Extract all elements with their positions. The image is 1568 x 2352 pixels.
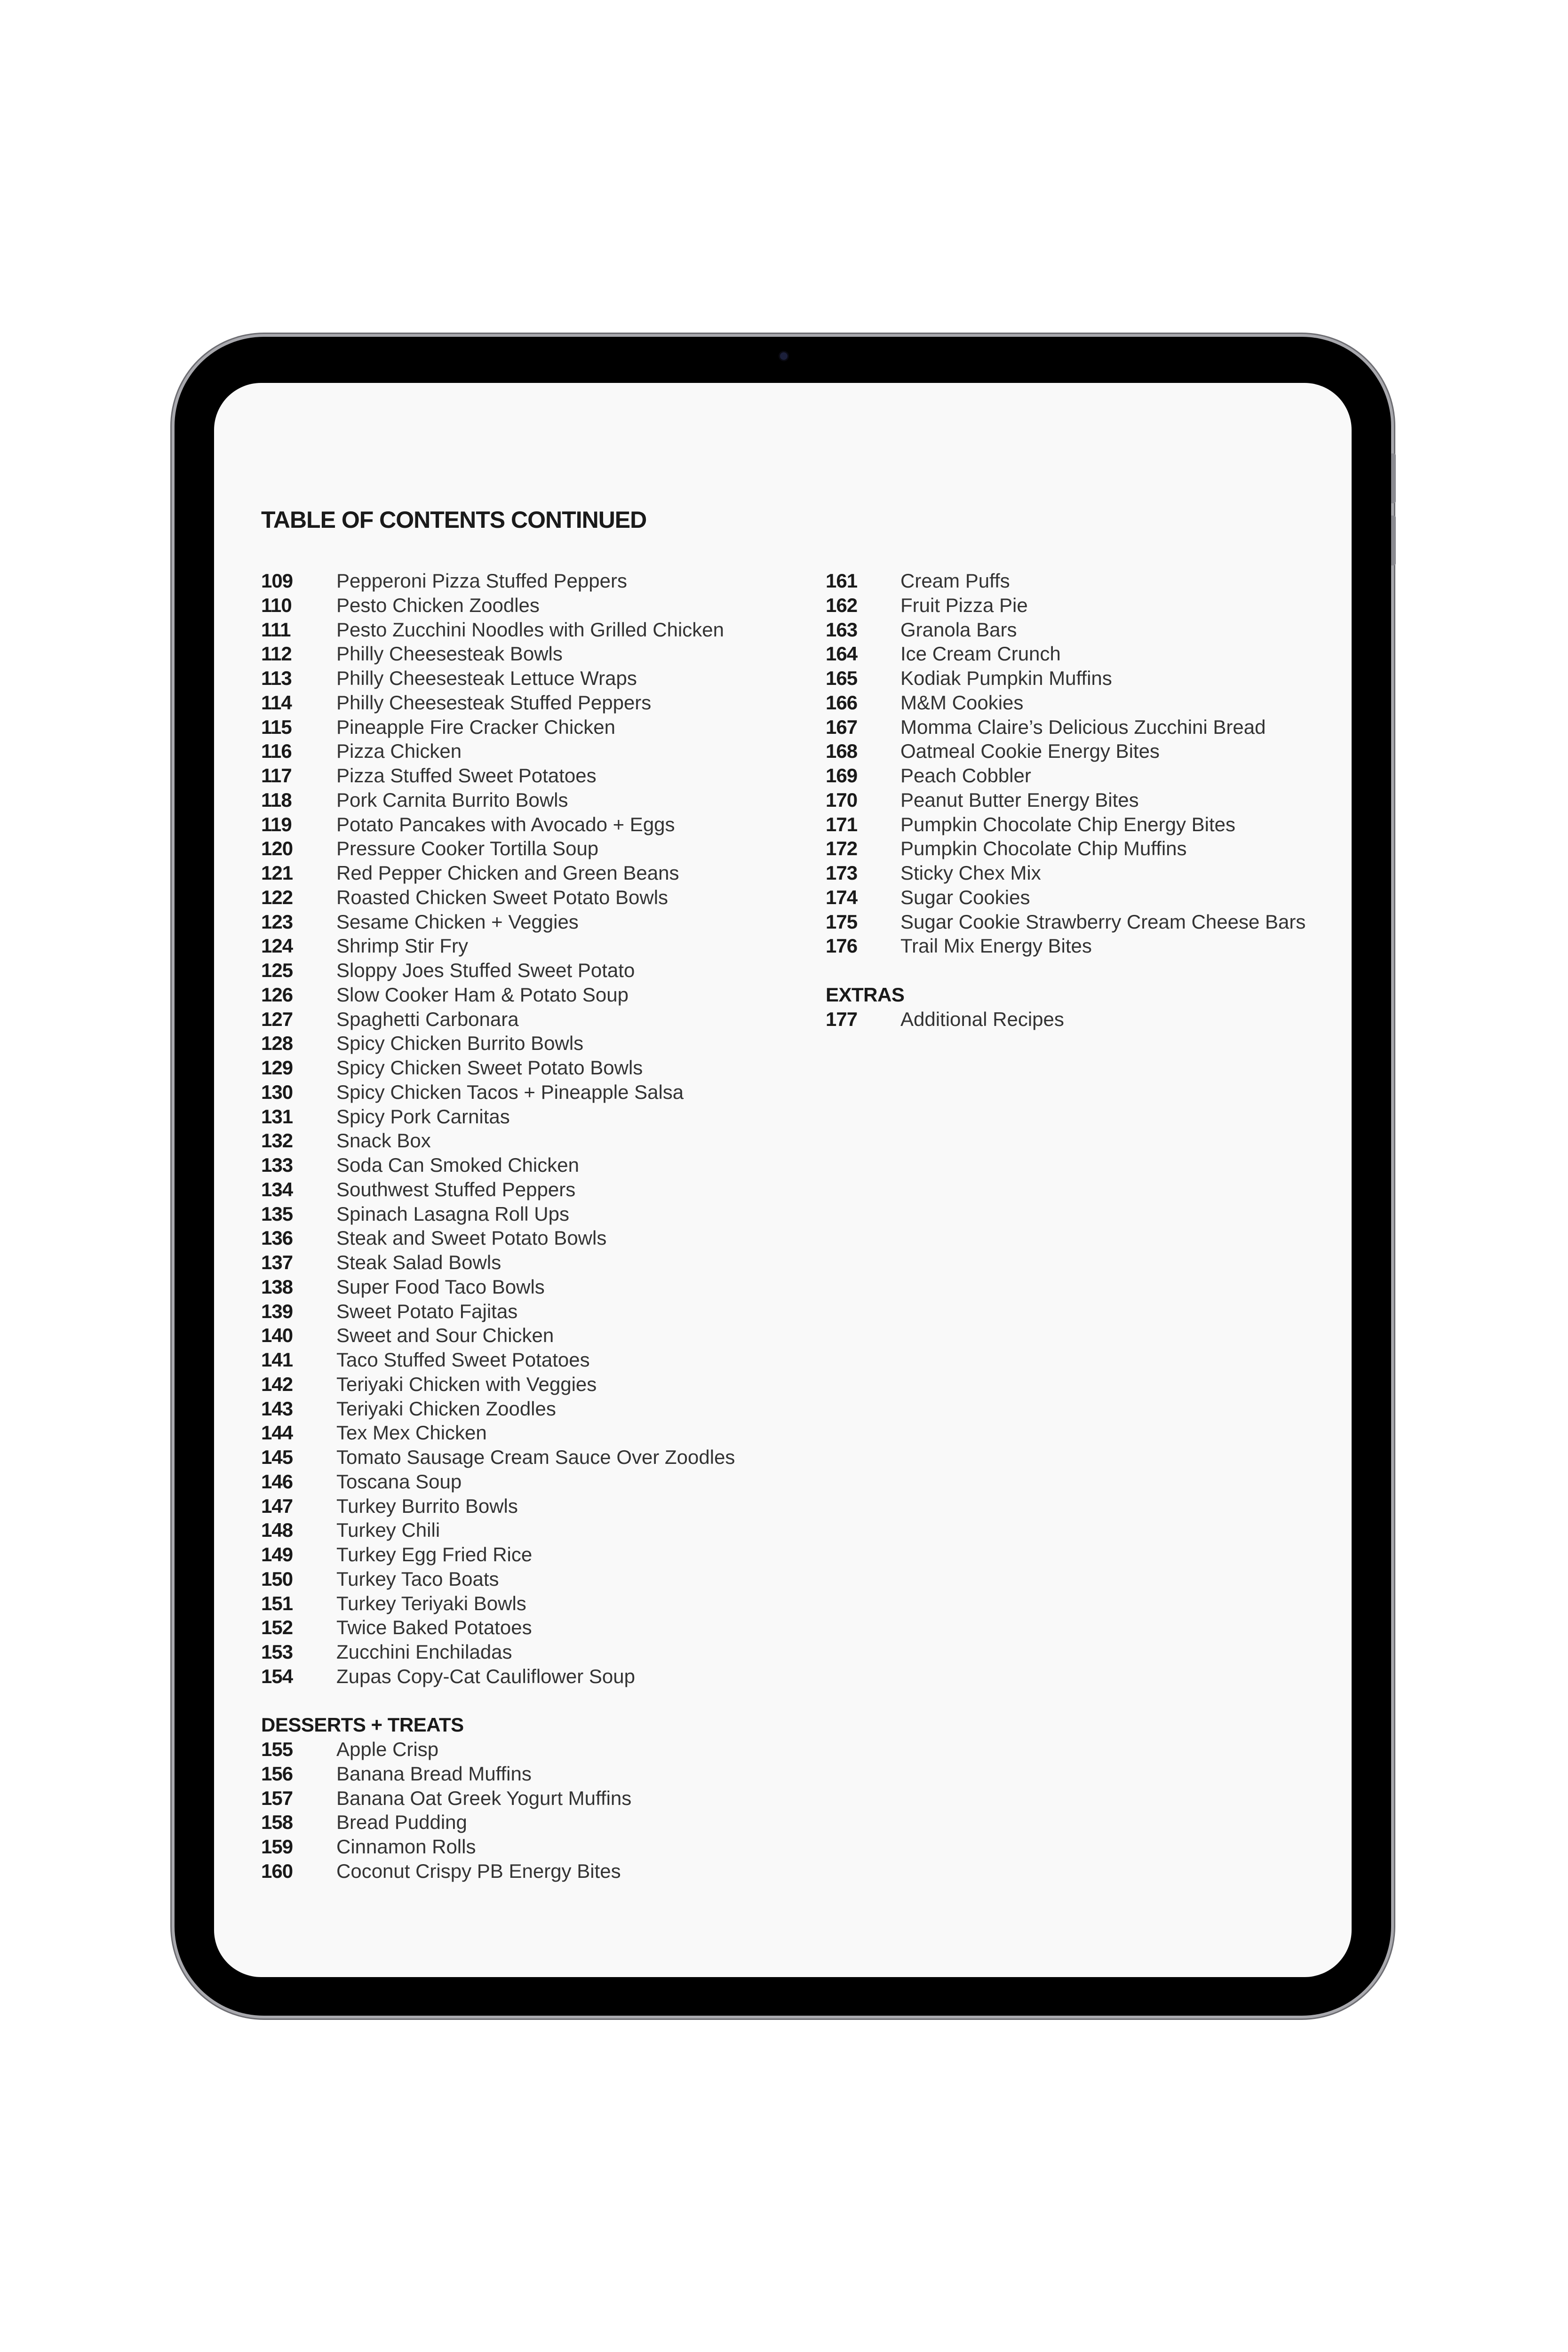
toc-page-number: 119 xyxy=(261,813,292,835)
toc-entry-label: Turkey Taco Boats xyxy=(336,1567,499,1590)
toc-page-number: 116 xyxy=(261,740,292,763)
section-spacer xyxy=(826,958,904,983)
toc-entry[interactable] xyxy=(261,1859,621,1883)
toc-entry[interactable] xyxy=(826,910,1306,934)
toc-entry-label: Potato Pancakes with Avocado + Eggs xyxy=(336,813,675,835)
front-camera-icon xyxy=(780,352,788,360)
toc-entry-label: Pineapple Fire Cracker Chicken xyxy=(336,715,615,738)
toc-entry-label: Turkey Egg Fried Rice xyxy=(336,1543,533,1565)
toc-entry[interactable] xyxy=(261,1372,597,1397)
section-spacer xyxy=(261,1689,464,1713)
toc-entry-label: M&M Cookies xyxy=(900,691,1024,714)
toc-entry-label: Roasted Chicken Sweet Potato Bowls xyxy=(336,886,669,908)
toc-page-number: 130 xyxy=(261,1081,293,1103)
toc-page-number: 158 xyxy=(261,1811,293,1834)
toc-entry[interactable] xyxy=(261,1080,684,1104)
toc-entry-label: Pumpkin Chocolate Chip Muffins xyxy=(900,837,1187,860)
toc-entry[interactable] xyxy=(261,1275,545,1299)
toc-entry-label: Turkey Teriyaki Bowls xyxy=(336,1592,526,1614)
toc-page-number: 175 xyxy=(826,910,858,933)
toc-entry-label: Turkey Burrito Bowls xyxy=(336,1494,518,1517)
toc-entry[interactable] xyxy=(261,1104,510,1129)
toc-page-number: 121 xyxy=(261,862,293,884)
toc-page-number: 136 xyxy=(261,1227,293,1249)
toc-entry[interactable] xyxy=(261,1494,518,1518)
toc-entry-label: Toscana Soup xyxy=(336,1470,462,1493)
toc-entry-label: Pizza Chicken xyxy=(336,740,462,763)
toc-entry[interactable] xyxy=(261,1153,579,1177)
toc-page-number: 114 xyxy=(261,691,292,714)
toc-entry-label: Pesto Zucchini Noodles with Grilled Chicken xyxy=(336,618,724,641)
toc-entry-label: Philly Cheesesteak Lettuce Wraps xyxy=(336,667,637,689)
screen xyxy=(214,383,1352,1977)
toc-page-number: 152 xyxy=(261,1616,293,1639)
toc-entry[interactable] xyxy=(826,618,1017,642)
toc-entry[interactable] xyxy=(261,1835,476,1859)
toc-entry-label: Apple Crisp xyxy=(336,1738,439,1760)
toc-entry-label: Banana Bread Muffins xyxy=(336,1762,532,1785)
toc-entry-label: Cream Puffs xyxy=(900,570,1010,592)
toc-entry-label: Oatmeal Cookie Energy Bites xyxy=(900,740,1160,763)
section-heading: DESSERTS + TREATS xyxy=(261,1714,464,1736)
toc-page-number: 147 xyxy=(261,1494,293,1517)
toc-entry[interactable] xyxy=(261,1542,533,1567)
toc-page-number: 159 xyxy=(261,1836,293,1858)
toc-entry[interactable] xyxy=(261,666,637,691)
toc-entry-label: Sesame Chicken + Veggies xyxy=(336,910,579,933)
toc-column-left xyxy=(261,569,735,1883)
toc-entry[interactable] xyxy=(826,593,1028,618)
toc-page-number: 154 xyxy=(261,1665,293,1687)
toc-page-number: 132 xyxy=(261,1129,293,1152)
toc-page-number: 138 xyxy=(261,1275,293,1298)
toc-entry[interactable] xyxy=(261,1470,464,1494)
toc-entry-label: Sloppy Joes Stuffed Sweet Potato xyxy=(336,959,635,981)
toc-entry-label: Additional Recipes xyxy=(900,1008,1064,1030)
toc-page-number: 170 xyxy=(826,788,858,811)
toc-entry[interactable] xyxy=(261,569,627,593)
toc-entry[interactable] xyxy=(261,691,652,715)
toc-entry[interactable] xyxy=(261,739,464,763)
toc-entry-label: Spicy Chicken Sweet Potato Bowls xyxy=(336,1057,643,1079)
toc-page-number: 173 xyxy=(826,862,858,884)
toc-entry-label: Philly Cheesesteak Stuffed Peppers xyxy=(336,691,652,714)
toc-entry[interactable] xyxy=(826,666,1112,691)
toc-entry-label: Red Pepper Chicken and Green Beans xyxy=(336,862,679,884)
toc-page-number: 153 xyxy=(261,1641,293,1663)
toc-page-number: 123 xyxy=(261,910,293,933)
toc-page-number: 172 xyxy=(826,837,858,860)
toc-entry-label: Trail Mix Energy Bites xyxy=(900,935,1092,957)
toc-entry[interactable] xyxy=(261,934,469,958)
toc-entry[interactable] xyxy=(261,958,635,983)
toc-entry-label: Coconut Crispy PB Energy Bites xyxy=(336,1859,621,1882)
toc-entry[interactable] xyxy=(261,1031,584,1056)
toc-entry-label: Spicy Pork Carnitas xyxy=(336,1105,510,1128)
toc-entry-label: Cinnamon Rolls xyxy=(336,1836,476,1858)
toc-page-number: 167 xyxy=(826,715,858,738)
toc-page-number: 131 xyxy=(261,1105,293,1128)
toc-page-number: 162 xyxy=(826,594,858,616)
toc-entry[interactable] xyxy=(826,569,1010,593)
toc-entry[interactable] xyxy=(261,1397,556,1421)
toc-entry-label: Spicy Chicken Tacos + Pineapple Salsa xyxy=(336,1081,684,1103)
toc-page-number: 166 xyxy=(826,691,858,714)
toc-entry-label: Soda Can Smoked Chicken xyxy=(336,1154,579,1176)
toc-entry[interactable] xyxy=(261,763,597,788)
toc-entry[interactable] xyxy=(261,1762,532,1786)
volume-up-button xyxy=(1391,453,1396,503)
toc-entry-label: Momma Claire’s Delicious Zucchini Bread xyxy=(900,715,1266,738)
toc-page-number: 142 xyxy=(261,1373,293,1395)
toc-entry[interactable] xyxy=(261,715,615,739)
toc-entry-label: Teriyaki Chicken Zoodles xyxy=(336,1397,556,1420)
toc-entry-label: Kodiak Pumpkin Muffins xyxy=(900,667,1112,689)
toc-entry-label: Super Food Taco Bowls xyxy=(336,1275,545,1298)
tablet-device xyxy=(175,337,1391,2016)
toc-page-number: 164 xyxy=(826,643,858,665)
toc-page-number: 118 xyxy=(261,788,292,811)
toc-page-number: 117 xyxy=(261,764,292,787)
toc-entry-label: Ice Cream Crunch xyxy=(900,643,1061,665)
volume-down-button xyxy=(1391,516,1396,565)
toc-page-number: 128 xyxy=(261,1032,293,1055)
section-heading: EXTRAS xyxy=(826,983,905,1006)
toc-entry-label: Taco Stuffed Sweet Potatoes xyxy=(336,1349,590,1371)
toc-entry-label: Shrimp Stir Fry xyxy=(336,935,469,957)
toc-page-number: 169 xyxy=(826,764,858,787)
toc-page-number: 165 xyxy=(826,667,858,689)
toc-page-number: 110 xyxy=(261,594,292,616)
toc-entry[interactable] xyxy=(261,1202,569,1226)
toc-page-number: 127 xyxy=(261,1008,293,1030)
toc-page-number: 149 xyxy=(261,1543,293,1565)
toc-entry[interactable] xyxy=(826,788,1139,812)
toc-page-number: 111 xyxy=(261,618,291,641)
toc-entry[interactable] xyxy=(261,1250,501,1275)
toc-entry[interactable] xyxy=(826,885,1030,910)
toc-entry-label: Zucchini Enchiladas xyxy=(336,1641,512,1663)
toc-entry-label: Peanut Butter Energy Bites xyxy=(900,788,1139,811)
toc-entry[interactable] xyxy=(826,763,1031,788)
toc-entry[interactable] xyxy=(261,618,724,642)
toc-entry-label: Fruit Pizza Pie xyxy=(900,594,1028,616)
toc-entry[interactable] xyxy=(261,861,679,885)
toc-page-number: 144 xyxy=(261,1422,293,1444)
toc-entry[interactable] xyxy=(261,1518,464,1542)
toc-entry[interactable] xyxy=(261,1810,467,1835)
toc-page-number: 156 xyxy=(261,1762,293,1785)
toc-entry-label: Tomato Sausage Cream Sauce Over Zoodles xyxy=(336,1446,735,1468)
toc-entry[interactable] xyxy=(261,1226,607,1250)
toc-entry-label: Banana Oat Greek Yogurt Muffins xyxy=(336,1787,632,1809)
toc-entry[interactable] xyxy=(826,836,1187,861)
toc-entry-label: Philly Cheesesteak Bowls xyxy=(336,643,563,665)
toc-entry[interactable] xyxy=(261,1615,532,1640)
toc-page-number: 176 xyxy=(826,935,858,957)
toc-page-number: 113 xyxy=(261,667,292,689)
toc-page-number: 148 xyxy=(261,1519,293,1542)
toc-entry[interactable] xyxy=(261,1177,576,1202)
toc-page-number: 112 xyxy=(261,643,292,665)
toc-page-number: 150 xyxy=(261,1567,293,1590)
toc-page-number: 139 xyxy=(261,1300,293,1322)
toc-entry-label: Sugar Cookie Strawberry Cream Cheese Bars xyxy=(900,910,1306,933)
toc-entry[interactable] xyxy=(826,691,1024,715)
toc-page-number: 145 xyxy=(261,1446,293,1468)
toc-entry[interactable] xyxy=(261,1737,464,1762)
toc-entry[interactable] xyxy=(261,1128,464,1153)
toc-entry-label: Teriyaki Chicken with Veggies xyxy=(336,1373,597,1395)
toc-page-number: 125 xyxy=(261,959,293,981)
toc-page-number: 122 xyxy=(261,886,293,908)
toc-entry[interactable] xyxy=(261,983,629,1007)
toc-page-number: 133 xyxy=(261,1154,293,1176)
toc-page-number: 177 xyxy=(826,1008,858,1030)
toc-page-number: 140 xyxy=(261,1324,293,1347)
toc-page-number: 157 xyxy=(261,1787,293,1809)
toc-entry[interactable] xyxy=(261,1640,512,1664)
toc-page-number: 174 xyxy=(826,886,858,908)
toc-entry[interactable] xyxy=(261,1591,526,1616)
toc-entry[interactable] xyxy=(261,910,579,934)
toc-entry-label: Sugar Cookies xyxy=(900,886,1030,908)
toc-entry-label: Zupas Copy-Cat Cauliflower Soup xyxy=(336,1665,635,1687)
toc-entry-label: Twice Baked Potatoes xyxy=(336,1616,532,1639)
toc-entry-label: Sticky Chex Mix xyxy=(900,862,1041,884)
toc-entry-label: Sweet Potato Fajitas xyxy=(336,1300,518,1322)
toc-page-number: 171 xyxy=(826,813,858,835)
toc-entry-label: Pumpkin Chocolate Chip Energy Bites xyxy=(900,813,1236,835)
toc-entry-label: Snack Box xyxy=(336,1129,431,1152)
toc-entry[interactable] xyxy=(261,812,675,837)
toc-entry-label: Slow Cooker Ham & Potato Soup xyxy=(336,983,629,1006)
toc-entry[interactable] xyxy=(261,642,563,666)
toc-entry-label: Pepperoni Pizza Stuffed Peppers xyxy=(336,570,627,592)
toc-page-number: 168 xyxy=(826,740,858,763)
toc-column-right xyxy=(826,569,1306,1031)
toc-entry[interactable] xyxy=(261,1786,632,1811)
toc-entry[interactable] xyxy=(261,1421,487,1445)
toc-page-number: 120 xyxy=(261,837,293,860)
toc-entry-label: Pork Carnita Burrito Bowls xyxy=(336,788,568,811)
toc-entry[interactable] xyxy=(826,739,1160,763)
toc-entry[interactable] xyxy=(826,861,1041,885)
toc-page-number: 141 xyxy=(261,1349,293,1371)
toc-entry[interactable] xyxy=(261,885,669,910)
toc-entry-label: Tex Mex Chicken xyxy=(336,1422,487,1444)
toc-entry[interactable] xyxy=(261,1445,735,1470)
toc-page-number: 163 xyxy=(826,618,858,641)
toc-entry-label: Steak Salad Bowls xyxy=(336,1251,501,1273)
toc-page-number: 109 xyxy=(261,570,293,592)
toc-entry[interactable] xyxy=(826,642,1061,666)
toc-entry-label: Spaghetti Carbonara xyxy=(336,1008,519,1030)
toc-entry-label: Bread Pudding xyxy=(336,1811,467,1834)
toc-entry-label: Granola Bars xyxy=(900,618,1017,641)
toc-entry[interactable] xyxy=(261,1007,519,1032)
toc-page-number: 151 xyxy=(261,1592,293,1614)
toc-entry-label: Peach Cobbler xyxy=(900,764,1031,787)
toc-page-number: 124 xyxy=(261,935,293,957)
toc-entry[interactable] xyxy=(261,788,568,812)
toc-entry[interactable] xyxy=(826,715,1266,739)
toc-entry-label: Steak and Sweet Potato Bowls xyxy=(336,1227,607,1249)
toc-entry[interactable] xyxy=(826,812,1236,837)
toc-entry[interactable] xyxy=(826,1007,1064,1032)
toc-entry-label: Pizza Stuffed Sweet Potatoes xyxy=(336,764,597,787)
toc-entry-label: Pesto Chicken Zoodles xyxy=(336,594,540,616)
toc-entry-label: Turkey Chili xyxy=(336,1519,440,1542)
toc-entry[interactable] xyxy=(261,1323,554,1348)
toc-page-number: 129 xyxy=(261,1057,293,1079)
toc-entry-label: Spinach Lasagna Roll Ups xyxy=(336,1202,569,1225)
toc-entry[interactable] xyxy=(261,1299,518,1324)
toc-entry[interactable] xyxy=(261,1567,499,1591)
toc-page-number: 146 xyxy=(261,1470,293,1493)
toc-entry-label: Sweet and Sour Chicken xyxy=(336,1324,554,1347)
toc-page-number: 137 xyxy=(261,1251,293,1273)
toc-entry[interactable] xyxy=(261,1348,590,1372)
toc-page-number: 155 xyxy=(261,1738,293,1760)
toc-page-number: 143 xyxy=(261,1397,293,1420)
toc-entry-label: Southwest Stuffed Peppers xyxy=(336,1178,576,1200)
toc-page-number: 134 xyxy=(261,1178,293,1200)
toc-entry[interactable] xyxy=(261,1664,635,1689)
toc-page-number: 135 xyxy=(261,1202,293,1225)
toc-entry[interactable] xyxy=(261,836,599,861)
toc-entry-label: Spicy Chicken Burrito Bowls xyxy=(336,1032,584,1055)
toc-page-number: 115 xyxy=(261,715,292,738)
toc-page-number: 161 xyxy=(826,570,858,592)
toc-page-number: 126 xyxy=(261,983,293,1006)
toc-entry[interactable] xyxy=(261,1056,643,1080)
toc-entry-label: Pressure Cooker Tortilla Soup xyxy=(336,837,599,860)
page-title: TABLE OF CONTENTS CONTINUED xyxy=(261,507,647,533)
toc-page-number: 160 xyxy=(261,1859,293,1882)
toc-entry[interactable] xyxy=(826,934,1092,958)
toc-entry[interactable] xyxy=(261,593,540,618)
